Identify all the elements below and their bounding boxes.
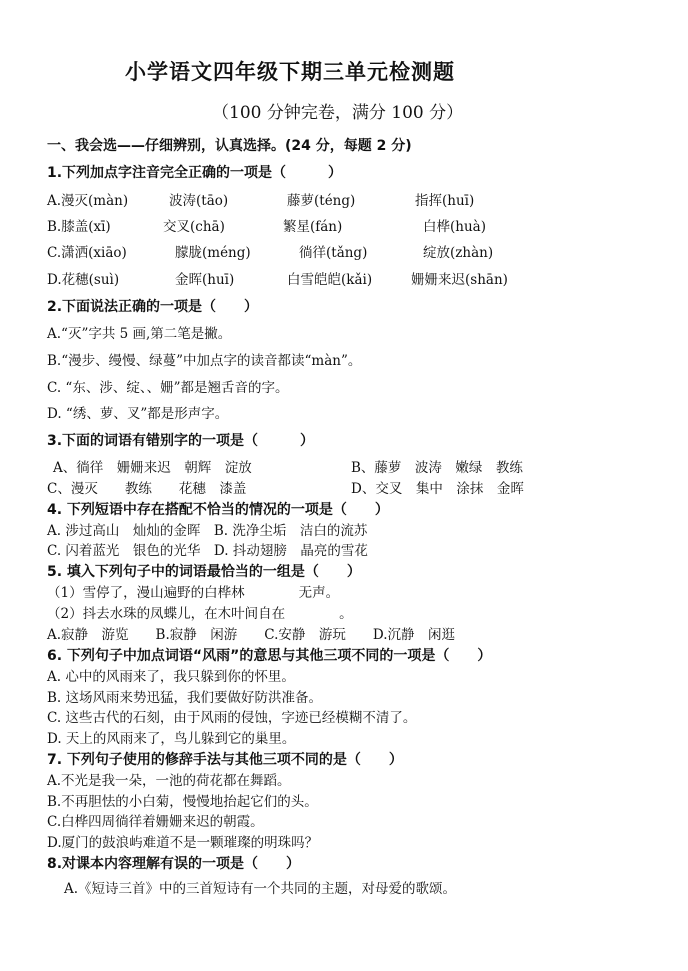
q4-option-row: C. 闪着蓝光 银色的光华 D. 抖动翅膀 晶亮的雪花 xyxy=(47,543,368,559)
q1-option-cell: 指挥(huī) xyxy=(415,193,475,209)
q5-options: A.寂静 游览 B.寂静 闲游 C.安静 游玩 D.沉静 闲逛 xyxy=(47,627,456,643)
question-2-stem: 2.下面说法正确的一项是（ ） xyxy=(47,299,259,315)
q1-option-row xyxy=(47,270,667,290)
q2-option: A.“灭”字共 5 画,第二笔是撇。 xyxy=(47,326,232,342)
q1-option-cell: 白桦(huà) xyxy=(423,219,486,235)
q2-option: B.“漫步、缦慢、绿蔓”中加点字的读音都读“màn”。 xyxy=(47,353,362,369)
q1-option-cell: A.漫灭(màn) xyxy=(47,193,129,209)
q5-sentence: （2）抖去水珠的凤蝶儿，在木叶间自在 。 xyxy=(47,606,353,622)
q1-option-cell: 波涛(tāo) xyxy=(169,193,229,209)
section-heading: 一、我会选——仔细辨别，认真选择。(24 分，每题 2 分) xyxy=(47,138,412,154)
q7-option: A.不光是我一朵，一池的荷花都在舞蹈。 xyxy=(47,773,291,789)
q6-option: C. 这些古代的石刻，由于风雨的侵蚀，字迹已经模糊不清了。 xyxy=(47,710,417,726)
q1-option-cell: 徜徉(tǎng) xyxy=(299,245,368,261)
q6-option: B. 这场风雨来势迅猛，我们要做好防洪准备。 xyxy=(47,690,323,706)
q1-option-row xyxy=(47,191,667,211)
q3-option-cell: B、藤萝 波涛 嫩绿 教练 xyxy=(351,460,523,476)
q7-option: D.厦门的鼓浪屿难道不是一颗璀璨的明珠吗？ xyxy=(47,835,319,851)
question-6-stem: 6. 下列句子中加点词语“风雨”的意思与其他三项不同的一项是（ ） xyxy=(47,648,492,664)
q1-option-cell: 朦胧(méng) xyxy=(175,245,251,261)
q3-option-row xyxy=(47,479,667,499)
question-4-stem: 4. 下列短语中存在搭配不恰当的情况的一项是（ ） xyxy=(47,502,389,518)
question-1-stem: 1.下列加点字注音完全正确的一项是（ ） xyxy=(47,165,343,181)
q2-option: D. “绣、萝、叉”都是形声字。 xyxy=(47,406,229,422)
q6-option: A. 心中的风雨来了，我只躲到你的怀里。 xyxy=(47,669,295,685)
q5-sentence: （1）雪停了，漫山遍野的白桦林 无声。 xyxy=(47,585,340,601)
q1-option-cell: D.花穗(suì) xyxy=(47,272,120,288)
q8-option: A.《短诗三首》中的三首短诗有一个共同的主题，对母爱的歌颂。 xyxy=(64,881,457,897)
q2-option: C. “东、涉、绽、、姗”都是翘舌音的字。 xyxy=(47,380,289,396)
q1-option-cell: C.潇洒(xiāo) xyxy=(47,245,127,261)
q3-option-cell: A、徜徉 姗姗来迟 朝辉 淀放 xyxy=(53,460,252,476)
q1-option-cell: 姗姗来迟(shān) xyxy=(411,272,508,288)
q1-option-cell: 白雪皑皑(kǎi) xyxy=(287,272,373,288)
q3-option-row xyxy=(47,458,667,478)
q1-option-row xyxy=(47,217,667,237)
question-3-stem: 3.下面的词语有错别字的一项是（ ） xyxy=(47,433,315,449)
q6-option: D. 天上的风雨来了，鸟儿躲到它的巢里。 xyxy=(47,731,296,747)
q7-option: B.不再胆怯的小白菊，慢慢地抬起它们的头。 xyxy=(47,794,318,810)
q4-option-row: A. 涉过高山 灿灿的金晖 B. 洗净尘垢 洁白的流苏 xyxy=(47,523,368,539)
page-title: 小学语文四年级下期三单元检测题 xyxy=(125,60,455,84)
q1-option-cell: 藤萝(téng) xyxy=(287,193,356,209)
question-8-stem: 8.对课本内容理解有误的一项是（ ） xyxy=(47,856,301,872)
q7-option: C.白桦四周徜徉着姗姗来迟的朝霞。 xyxy=(47,814,264,830)
question-5-stem: 5. 填入下列句子中的词语最恰当的一组是（ ） xyxy=(47,564,361,580)
q3-option-cell: C、漫灭 教练 花穗 漆盖 xyxy=(47,481,247,497)
question-7-stem: 7. 下列句子使用的修辞手法与其他三项不同的是（ ） xyxy=(47,752,403,768)
page-subtitle: （100 分钟完卷，满分 100 分） xyxy=(212,103,464,123)
q1-option-cell: 交叉(chā) xyxy=(163,219,225,235)
q1-option-cell: 金晖(huī) xyxy=(175,272,235,288)
q1-option-cell: B.膝盖(xī) xyxy=(47,219,111,235)
q1-option-cell: 绽放(zhàn) xyxy=(423,245,494,261)
q3-option-cell: D、交叉 集中 涂抹 金晖 xyxy=(351,481,524,497)
q1-option-cell: 繁星(fán) xyxy=(283,219,343,235)
q1-option-row xyxy=(47,243,667,263)
